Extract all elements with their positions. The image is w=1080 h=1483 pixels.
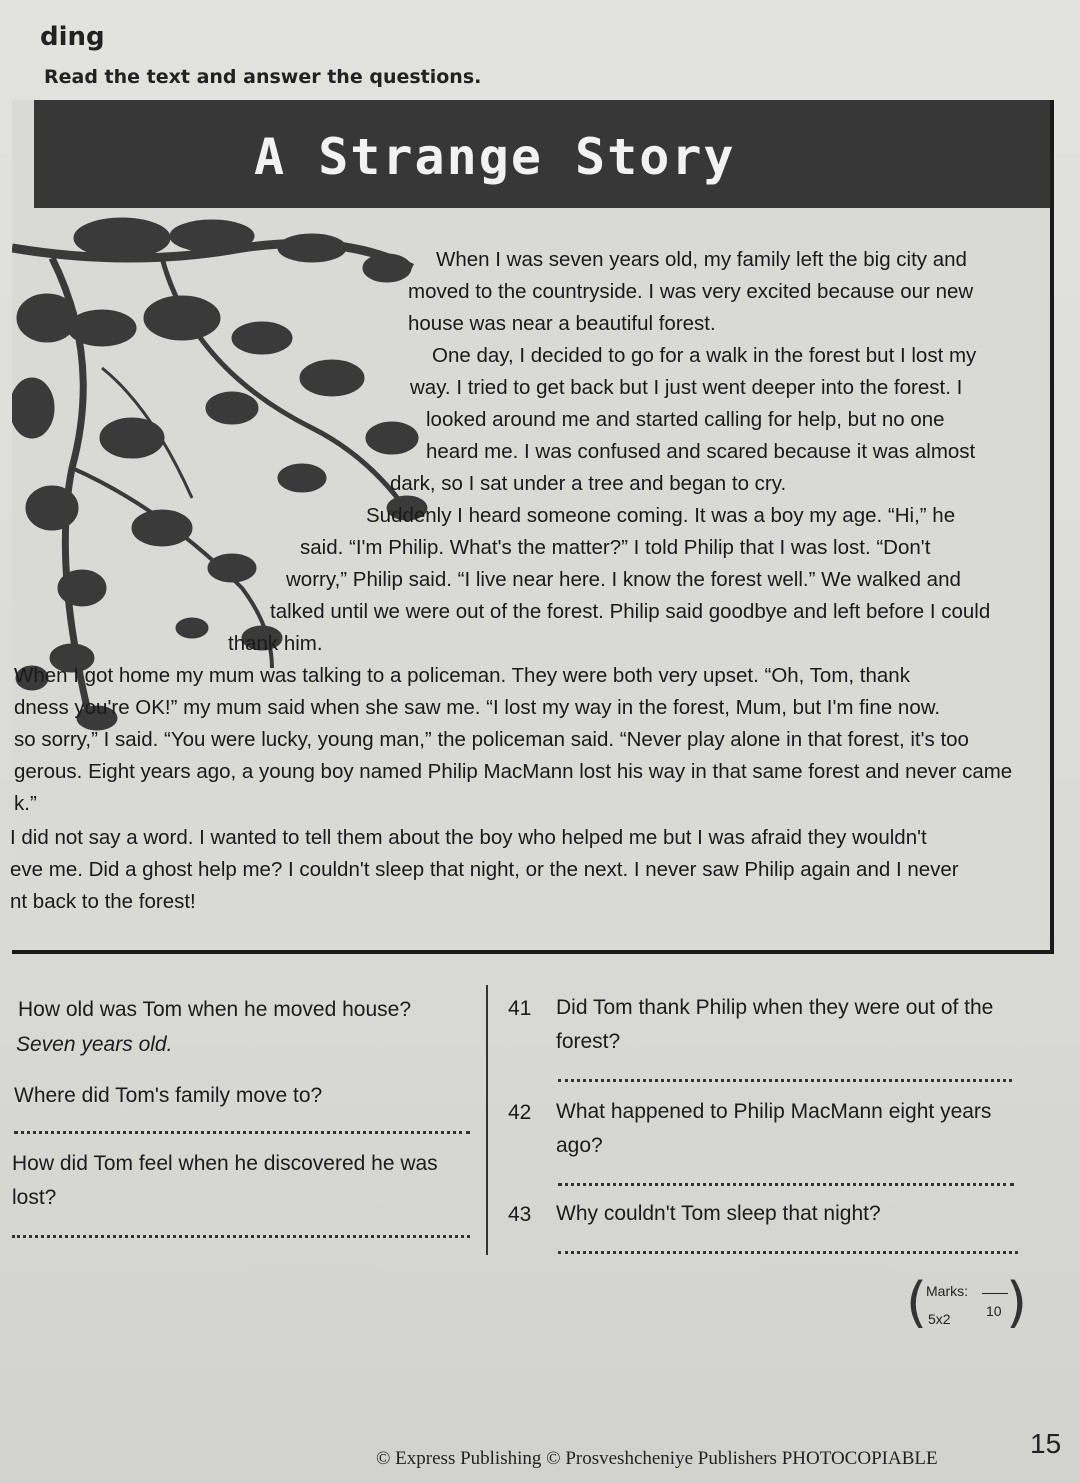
question-text: How did Tom feel when he discovered he was lost? xyxy=(12,1152,438,1209)
story-line: so sorry,” I said. “You were lucky, young man,” the policeman said. “Never play alone in that forest, it's too xyxy=(14,728,969,751)
story-line: eve me. Did a ghost help me? I couldn't sleep that night, or the next. I never saw Philip again and I never xyxy=(10,858,959,881)
instructions: Read the text and answer the questions. xyxy=(44,66,482,88)
story-paragraph-2 xyxy=(390,340,977,500)
story-line: I did not say a word. I wanted to tell them about the boy who helped me but I was afraid they wouldn't xyxy=(10,826,927,849)
story-line: Suddenly I heard someone coming. It was a boy my age. “Hi,” he xyxy=(366,504,956,527)
question-text: Why couldn't Tom sleep that night? xyxy=(556,1202,881,1225)
marks-total: 10 xyxy=(986,1303,1002,1319)
answer-line[interactable] xyxy=(14,1131,470,1134)
page-number: 15 xyxy=(1030,1428,1062,1459)
story-line: worry,” Philip said. “I live near here. I know the forest well.” We walked and xyxy=(286,568,961,591)
story-line: heard me. I was confused and scared because it was almost xyxy=(426,440,976,463)
story-title: A Strange Story xyxy=(254,128,736,186)
answer-line[interactable] xyxy=(558,1079,1012,1082)
question-number: 43 xyxy=(508,1203,532,1226)
story-line: When I got home my mum was talking to a policeman. They were both very upset. “Oh, Tom, thank xyxy=(14,664,910,687)
story-paragraph-1 xyxy=(408,244,973,340)
question-text: How old was Tom when he moved house? xyxy=(18,998,412,1021)
story-paragraph-5 xyxy=(10,822,959,918)
left-paren: ( xyxy=(906,1271,928,1334)
story-line: said. “I'm Philip. What's the matter?” I told Philip that I was lost. “Don't xyxy=(300,536,931,559)
story-line: dness you're OK!” my mum said when she saw me. “I lost my way in the forest, Mum, but I'm fine now. xyxy=(14,696,941,719)
marks-blank[interactable] xyxy=(982,1293,1008,1294)
question-text: What happened to Philip MacMann eight years ago? xyxy=(556,1100,992,1157)
story-line: talked until we were out of the forest. Philip said goodbye and left before I could xyxy=(270,600,991,623)
story-line: gerous. Eight years ago, a young boy named Philip MacMann lost his way in that same forest and never came xyxy=(14,760,1013,783)
question-text: Where did Tom's family move to? xyxy=(14,1084,323,1107)
story-line: When I was seven years old, my family left the big city and xyxy=(436,248,967,271)
section-heading: ding xyxy=(40,22,105,52)
story-line: way. I tried to get back but I just went deeper into the forest. I xyxy=(410,376,963,399)
marks-multiplier: 5x2 xyxy=(928,1311,951,1327)
story-line: looked around me and started calling for help, but no one xyxy=(426,408,945,431)
answer-line[interactable] xyxy=(558,1183,1014,1186)
question-number: 42 xyxy=(508,1101,532,1124)
column-divider xyxy=(486,985,488,1255)
question-answer: Seven years old. xyxy=(16,1033,173,1056)
story-line: dark, so I sat under a tree and began to cry. xyxy=(390,472,787,495)
story-line: k.” xyxy=(14,792,37,815)
story-paragraph-4 xyxy=(14,660,1012,820)
story-line: moved to the countryside. I was very excited because our new xyxy=(408,280,974,303)
story-line: nt back to the forest! xyxy=(10,890,196,913)
story-title-bar xyxy=(34,100,1050,208)
story-line: house was near a beautiful forest. xyxy=(408,312,716,335)
answer-line[interactable] xyxy=(558,1251,1018,1254)
story-line: thank him. xyxy=(228,632,323,655)
marks-label: Marks: xyxy=(926,1283,968,1299)
marks-box xyxy=(906,1271,1028,1337)
copyright-footer: © Express Publishing © Prosveshcheniye Publishers PHOTOCOPIABLE xyxy=(376,1448,938,1469)
question-number: 41 xyxy=(508,997,532,1020)
answer-line[interactable] xyxy=(12,1235,470,1238)
story-line: One day, I decided to go for a walk in the forest but I lost my xyxy=(432,344,977,367)
right-paren: ) xyxy=(1006,1271,1028,1334)
question-text: Did Tom thank Philip when they were out of the forest? xyxy=(556,996,994,1053)
story-paragraph-3 xyxy=(228,500,991,660)
questions-section xyxy=(0,985,1080,1265)
